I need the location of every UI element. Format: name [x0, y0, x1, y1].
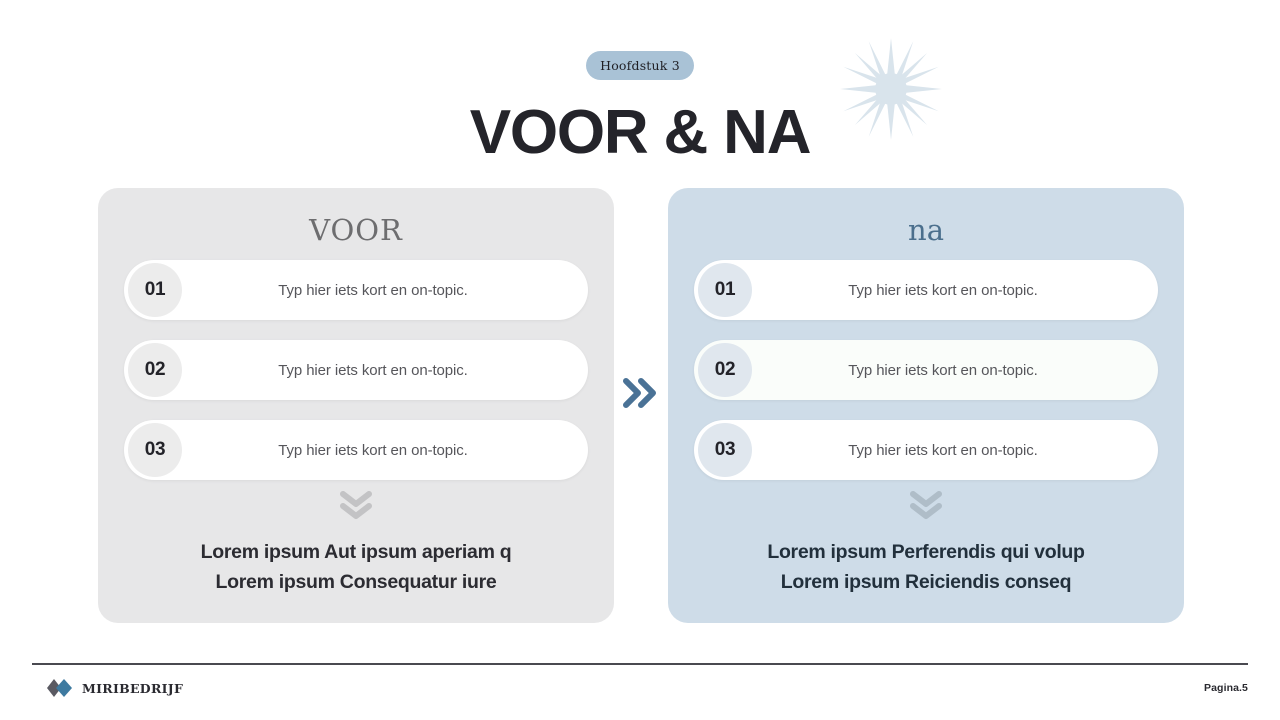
panel-before-summary [98, 491, 614, 597]
summary-line-2: Lorem ipsum Consequatur iure [215, 571, 497, 593]
row-number-badge: 02 [128, 343, 182, 397]
row-number-badge: 03 [698, 423, 752, 477]
page-title: VOOR & NA [469, 98, 811, 167]
chapter-badge-label: Hoofdstuk 3 [600, 58, 680, 73]
summary-line-1: Lorem ipsum Aut ipsum aperiam q [200, 541, 512, 563]
chevron-double-down-icon [909, 491, 943, 521]
panel-before-rows [124, 260, 588, 500]
list-item[interactable] [124, 260, 588, 320]
row-number-badge: 01 [698, 263, 752, 317]
list-item[interactable] [694, 260, 1158, 320]
panel-before [98, 188, 614, 623]
panel-after-summary [668, 491, 1184, 597]
slide-footer [0, 672, 1280, 712]
sparkle-star-icon [838, 33, 944, 145]
summary-line-2: Lorem ipsum Reiciendis conseq [780, 571, 1072, 593]
list-item[interactable] [694, 340, 1158, 400]
page-number: Pagina.5 [1204, 682, 1248, 694]
row-number-badge: 02 [698, 343, 752, 397]
row-text[interactable]: Typ hier iets kort en on-topic. [278, 361, 468, 379]
chevron-double-down-icon [339, 491, 373, 521]
comparison-panels [0, 188, 1280, 624]
slide-header [0, 0, 1280, 175]
footer-divider [32, 663, 1248, 665]
double-diamond-logo-icon [46, 678, 73, 698]
panel-after [668, 188, 1184, 623]
row-text[interactable]: Typ hier iets kort en on-topic. [278, 441, 468, 459]
brand-logo [46, 678, 183, 698]
row-text[interactable]: Typ hier iets kort en on-topic. [848, 281, 1038, 299]
panel-before-heading: VOOR [309, 213, 403, 247]
row-text[interactable]: Typ hier iets kort en on-topic. [278, 281, 468, 299]
brand-name: MIRIBEDRIJF [82, 680, 184, 696]
list-item[interactable] [124, 340, 588, 400]
row-number-badge: 01 [128, 263, 182, 317]
summary-line-1: Lorem ipsum Perferendis qui volup [767, 541, 1085, 563]
row-text[interactable]: Typ hier iets kort en on-topic. [848, 361, 1038, 379]
list-item[interactable] [694, 420, 1158, 480]
list-item[interactable] [124, 420, 588, 480]
panel-after-heading: na [908, 213, 944, 247]
row-text[interactable]: Typ hier iets kort en on-topic. [848, 441, 1038, 459]
chapter-badge[interactable] [586, 51, 694, 80]
row-number-badge: 03 [128, 423, 182, 477]
panel-after-rows [694, 260, 1158, 500]
chevron-double-right-icon [620, 373, 664, 413]
